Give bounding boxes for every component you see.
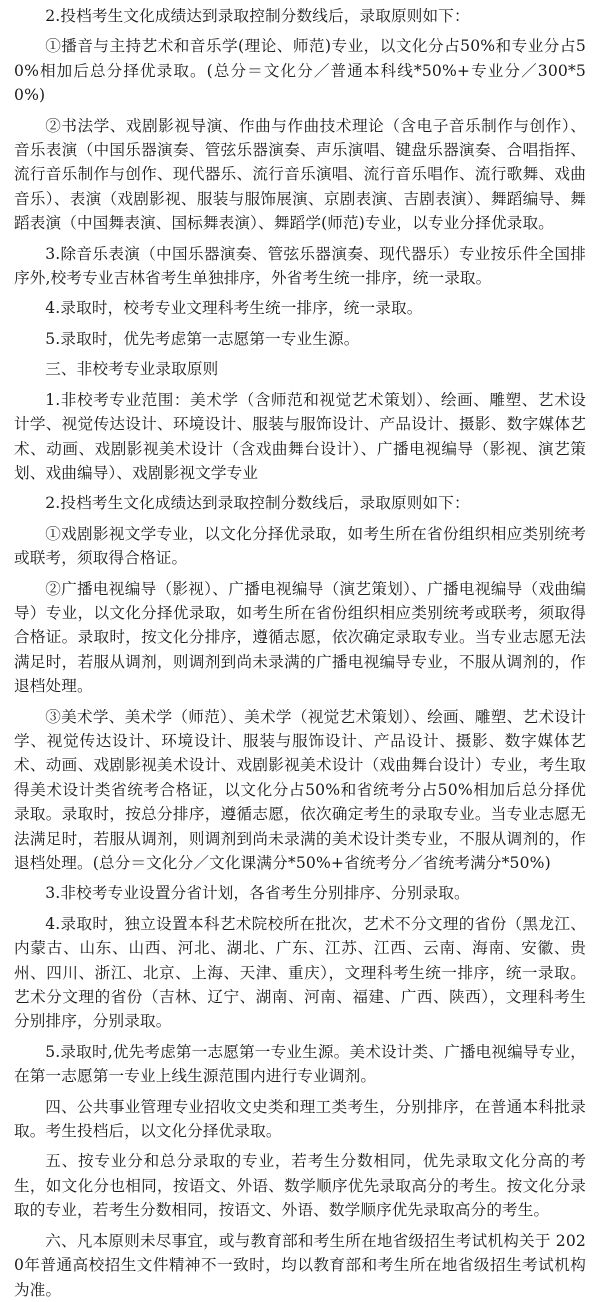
paragraph: 2.投档考生文化成绩达到录取控制分数线后，录取原则如下： [45,7,470,25]
paragraph: ③美术学、美术学（师范）、美术学（视觉艺术策划）、绘画、雕塑、艺术设计学、视觉传达设计、环境设计、服装与服饰设计、产品设计、摄影、数字媒体艺术、动画、戏剧影视美术设计、戏剧影视美术设计（戏曲舞台设计）专业，考生取得美术设计类省统考合格证，以文化分占50%和省统考分占50%相加后总分择优录取。录取时，按总分排序，遵循志愿，依次确定考生的录取专业。当专业志愿无法满足时，若服从调剂，则调剂到尚未录满的美术设计类专业，不服从调剂的，作退档处理。(总分＝文化分／文化课满分*50%+省统考分／省统考满分*50%) [14,707,586,872]
section-paragraph: 五、按专业分和总分录取的专业，若考生分数相同，优先录取文化分高的考生，如文化分也相同，按语文、外语、数学顺序优先录取高分的考生。按文化分录取的专业，若考生分数相同，按语文、外语、数学顺序优先录取高分的考生。 [14,1152,586,1220]
paragraph: ①播音与主持艺术和音乐学(理论、师范)专业，以文化分占50%和专业分占50%相加后总分择优录取。(总分＝文化分／普通本科线*50%+专业分／300*50%) [14,37,586,105]
paragraph: 3.除音乐表演（中国乐器演奏、管弦乐器演奏、现代器乐）专业按乐件全国排序外,校考专业吉林省考生单独排序，外省考生统一排序，统一录取。 [14,244,586,288]
paragraph: ②书法学、戏剧影视导演、作曲与作曲技术理论（含电子音乐制作与创作）、音乐表演（中国乐器演奏、管弦乐器演奏、声乐演唱、键盘乐器演奏、合唱指挥、流行音乐制作与创作、现代器乐、流行音乐演唱、流行音乐唱作、流行歌舞、戏曲音乐）、表演（戏剧影视、服装与服饰展演、京剧表演、吉剧表演）、舞蹈编导、舞蹈表演（中国舞表演、国标舞表演）、舞蹈学(师范)专业，以专业分择优录取。 [14,116,586,233]
paragraph: 1.非校考专业范围：美术学（含师范和视觉艺术策划）、绘画、雕塑、艺术设计学、视觉传达设计、环境设计、服装与服饰设计、产品设计、摄影、数字媒体艺术、动画、戏剧影视美术设计（含戏曲舞台设计）、广播电视编导（影视、演艺策划、戏曲编导）、戏剧影视文学专业 [14,390,586,482]
paragraph: 2.投档考生文化成绩达到录取控制分数线后，录取原则如下： [45,494,470,513]
paragraph: 4.录取时，校考专业文理科考生统一排序，统一录取。 [45,299,423,318]
section-paragraph: 四、公共事业管理专业招收文史类和理工类考生，分别排序，在普通本科批录取。考生投档后，以文化分择优录取。 [14,1097,586,1141]
paragraph: 3.非校考专业设置分省计划，各省考生分别排序、分别录取。 [45,884,470,903]
paragraph: 4.录取时，独立设置本科艺术院校所在批次，艺术不分文理的省份（黑龙江、内蒙古、山东、山西、河北、湖北、广东、江苏、江西、云南、海南、安徽、贵州、四川、浙江、北京、上海、天津、重庆），文理科考生统一排序，统一录取。艺术分文理的省份（吉林、辽宁、湖南、河南、福建、广西、陕西），文理科考生分别排序，分别录取。 [14,914,586,1031]
paragraph: ①戏剧影视文学专业，以文化分择优录取，如考生所在省份组织相应类别统考或联考，须取得合格证。 [14,524,586,568]
paragraph: 5.录取时,优先考虑第一志愿第一专业生源。美术设计类、广播电视编导专业，在第一志愿第一专业上线生源范围内进行专业调剂。 [14,1042,586,1086]
paragraph: ②广播电视编导（影视）、广播电视编导（演艺策划）、广播电视编导（戏曲编导）专业，以文化分择优录取，如考生所在省份组织相应类别统考或联考，须取得合格证。录取时，按文化分排序，遵循志愿，依次确定录取专业。当专业志愿无法满足时，若服从调剂，则调剂到尚未录满的广播电视编导专业，不服从调剂的，作退档处理。 [14,579,586,696]
section-paragraph: 六、凡本原则未尽事宜，或与教育部和考生所在地省级招生考试机构关于 2020年普通高校招生文件精神不一致时，均以教育部和考生所在地省级招生考试机构为准。 [14,1231,586,1299]
section-heading: 三、非校考专业录取原则 [45,360,219,379]
paragraph: 5.录取时，优先考虑第一志愿第一专业生源。 [45,329,360,348]
